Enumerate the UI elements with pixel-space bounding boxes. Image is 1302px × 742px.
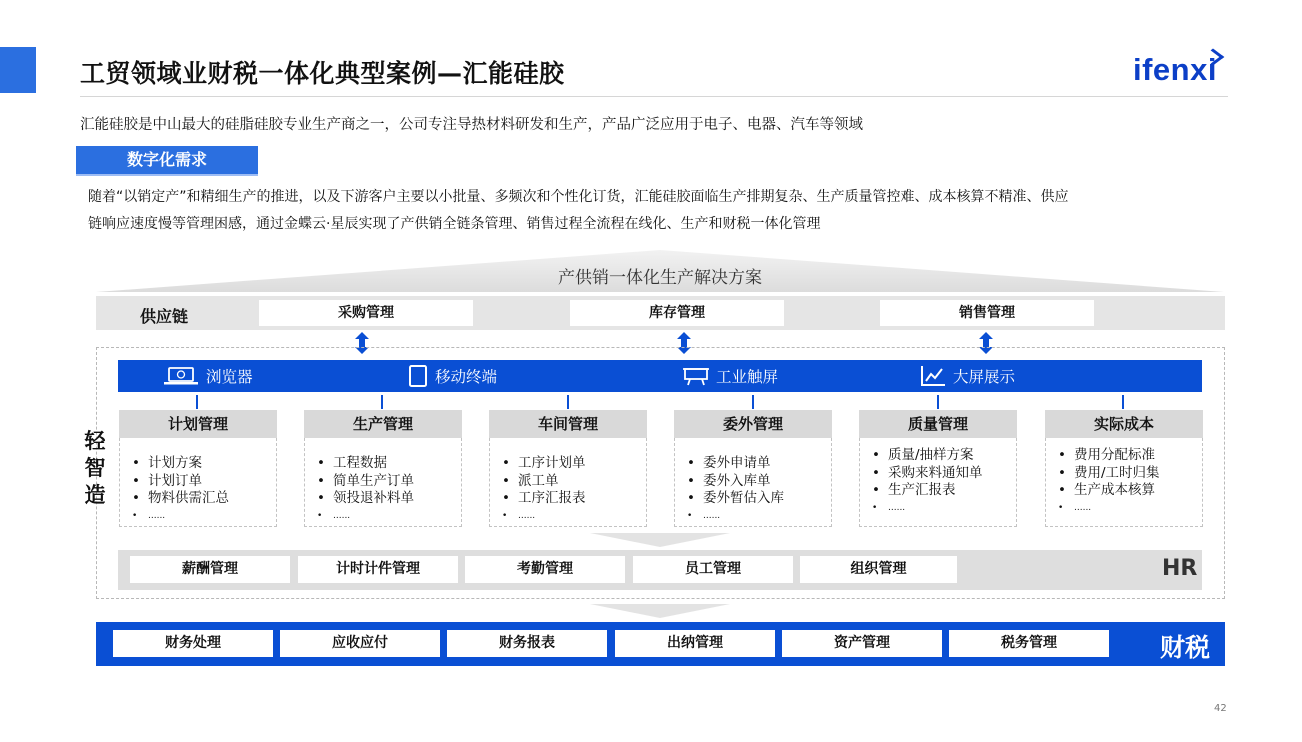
hr-item-salary: 薪酬管理 <box>130 556 290 583</box>
list-item: • 物料供需汇总 <box>132 490 276 508</box>
logo: ifenxi <box>1133 52 1217 87</box>
list-item: • ...... <box>687 508 831 526</box>
terminal-bigscreen <box>920 364 1015 388</box>
solution-banner-title: 产供销一体化生产解决方案 <box>558 268 762 288</box>
module-production <box>304 410 462 527</box>
chart-icon <box>920 365 946 387</box>
finance-item-receivables: 应收应付 <box>280 630 440 657</box>
connector-tick <box>567 395 569 409</box>
connector-tick <box>752 395 754 409</box>
accent-bar <box>0 47 36 93</box>
module-title: 实际成本 <box>1045 410 1203 438</box>
paragraph-line-2: 链响应速度慢等管理困感，通过金蝶云·星辰实现了产供销全链条管理、销售过程全流程在线化、生产和财税一体化管理 <box>88 216 821 232</box>
list-item: • 计划订单 <box>132 473 276 491</box>
list-item: • 计划方案 <box>132 455 276 473</box>
touchscreen-icon <box>683 366 709 386</box>
list-item: • 采购来料通知单 <box>872 465 1016 483</box>
terminal-mobile-label: 移动终端 <box>435 368 498 386</box>
list-item: • 生产成本核算 <box>1058 482 1202 500</box>
module-title: 生产管理 <box>304 410 462 438</box>
chevron-down-icon <box>590 604 730 618</box>
connector-tick <box>1122 395 1124 409</box>
module-quality <box>859 410 1017 527</box>
demand-paragraph <box>88 184 1218 238</box>
header-divider <box>80 96 1228 97</box>
page-title: 工贸领域业财税一体化典型案例—汇能硅胶 <box>80 59 565 88</box>
chevron-down-icon <box>590 533 730 547</box>
list-item: • 委外暂估入库 <box>687 490 831 508</box>
terminal-mobile <box>408 364 497 388</box>
hr-item-piecework: 计时计件管理 <box>298 556 458 583</box>
supply-item-inventory: 库存管理 <box>570 300 784 326</box>
connector-tick <box>196 395 198 409</box>
module-workshop <box>489 410 647 527</box>
list-item: • 费用分配标准 <box>1058 447 1202 465</box>
module-title: 车间管理 <box>489 410 647 438</box>
connector-tick <box>937 395 939 409</box>
module-planning <box>119 410 277 527</box>
list-item: • 工序汇报表 <box>502 490 646 508</box>
terminal-touchscreen-label: 工业触屏 <box>716 368 779 386</box>
list-item: • 委外入库单 <box>687 473 831 491</box>
list-item: • ...... <box>872 500 1016 518</box>
terminal-touchscreen <box>683 364 778 388</box>
finance-item-tax: 税务管理 <box>949 630 1109 657</box>
list-item: • ...... <box>132 508 276 526</box>
list-item: • 工序计划单 <box>502 455 646 473</box>
list-item: • ...... <box>1058 500 1202 518</box>
page-number: 42 <box>1214 703 1227 714</box>
list-item: • 派工单 <box>502 473 646 491</box>
terminal-bigscreen-label: 大屏展示 <box>953 368 1016 386</box>
supply-chain-label: 供应链 <box>140 307 189 326</box>
intro-text: 汇能硅胶是中山最大的硅脂硅胶专业生产商之一，公司专注导热材料研发和生产，产品广泛应用于电子、电器、汽车等领域 <box>80 117 863 133</box>
terminal-browser-label: 浏览器 <box>206 368 253 386</box>
supply-item-sales: 销售管理 <box>880 300 1094 326</box>
list-item: • 委外申请单 <box>687 455 831 473</box>
list-item: • ...... <box>317 508 461 526</box>
terminal-browser <box>163 364 253 388</box>
light-manufacturing-label: 轻 智 造 <box>84 429 106 507</box>
list-item: • ...... <box>502 508 646 526</box>
hr-item-attendance: 考勤管理 <box>465 556 625 583</box>
finance-item-assets: 资产管理 <box>782 630 942 657</box>
laptop-icon <box>163 366 199 386</box>
module-title: 委外管理 <box>674 410 832 438</box>
section-tag: 数字化需求 <box>76 146 258 174</box>
finance-item-cashier: 出纳管理 <box>615 630 775 657</box>
list-item: • 简单生产订单 <box>317 473 461 491</box>
connector-tick <box>381 395 383 409</box>
list-item: • 质量/抽样方案 <box>872 447 1016 465</box>
module-outsourcing <box>674 410 832 527</box>
hr-item-employee: 员工管理 <box>633 556 793 583</box>
list-item: • 费用/工时归集 <box>1058 465 1202 483</box>
paragraph-line-1: 随着“以销定产”和精细生产的推进，以及下游客户主要以小批量、多频次和个性化订货，汇能硅胶面临生产排期复杂、生产质量管控难、成本核算不精准、供应 <box>88 189 1069 205</box>
section-tag-underline <box>76 174 258 176</box>
list-item: • 生产汇报表 <box>872 482 1016 500</box>
list-item: • 领投退补料单 <box>317 490 461 508</box>
list-item: • 工程数据 <box>317 455 461 473</box>
mobile-icon <box>408 365 428 387</box>
supply-item-purchase: 采购管理 <box>259 300 473 326</box>
finance-item-processing: 财务处理 <box>113 630 273 657</box>
terminals-bar <box>118 360 1202 392</box>
hr-label: HR <box>1162 556 1198 581</box>
module-title: 质量管理 <box>859 410 1017 438</box>
hr-item-organization: 组织管理 <box>800 556 957 583</box>
finance-item-reports: 财务报表 <box>447 630 607 657</box>
module-actual-cost <box>1045 410 1203 527</box>
module-title: 计划管理 <box>119 410 277 438</box>
finance-label: 财税 <box>1160 633 1211 662</box>
